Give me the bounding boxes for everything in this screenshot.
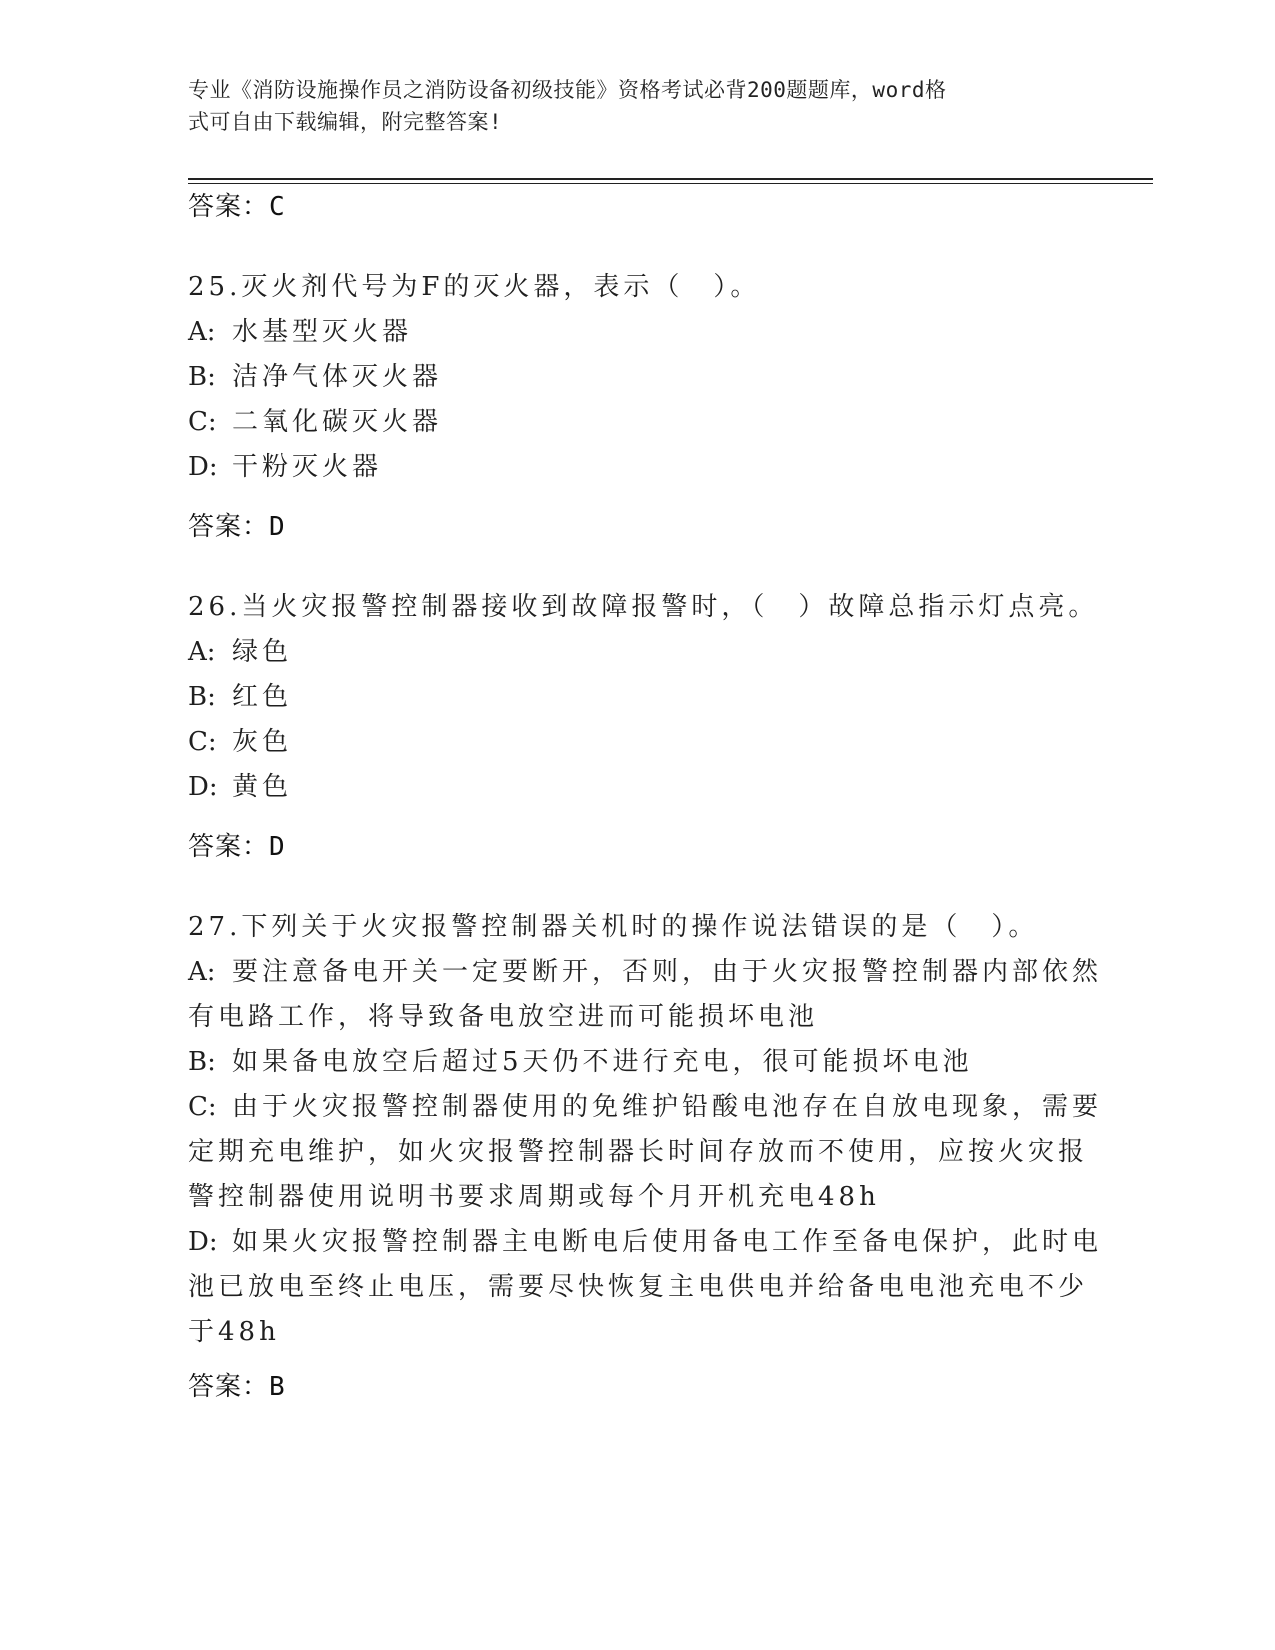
answer-25 (188, 506, 286, 543)
option-b: B: 红色 (188, 682, 293, 712)
answer-prev (188, 186, 286, 223)
answer-label: 答案： (188, 192, 270, 222)
document-header (188, 74, 1068, 138)
question-stem: 26.当火灾报警控制器接收到故障报警时，（ ）故障总指示灯点亮。 (188, 592, 1099, 622)
answer-26 (188, 826, 286, 863)
option-d-continued: 池已放电至终止电压，需要尽快恢复主电供电并给备电电池充电不少 (188, 1272, 1089, 1302)
option-b: B: 洁净气体灭火器 (188, 362, 443, 392)
option-b: B: 如果备电放空后超过5天仍不进行充电，很可能损坏电池 (188, 1047, 973, 1077)
option-c-continued: 定期充电维护，如火灾报警控制器长时间存放而不使用，应按火灾报 (188, 1137, 1089, 1167)
answer-value: C (269, 192, 286, 222)
option-c: C: 由于火灾报警控制器使用的免维护铅酸电池存在自放电现象，需要 (188, 1092, 1103, 1122)
question-25 (188, 265, 1088, 490)
option-a: A: 要注意备电开关一定要断开，否则，由于火灾报警控制器内部依然 (188, 957, 1103, 987)
option-d-continued: 于48h (188, 1317, 280, 1347)
option-c-continued: 警控制器使用说明书要求周期或每个月开机充电48h (188, 1182, 880, 1212)
header-line-1: 专业《消防设施操作员之消防设备初级技能》资格考试必背200题题库，word格 (188, 78, 947, 102)
answer-label: 答案： (188, 1372, 270, 1402)
answer-value: D (269, 832, 286, 862)
option-a: A: 水基型灭火器 (188, 317, 413, 347)
question-27 (188, 905, 1103, 1355)
header-rule-thick (188, 178, 1153, 180)
answer-label: 答案： (188, 832, 270, 862)
option-c: C: 灰色 (188, 727, 293, 757)
option-c: C: 二氧化碳灭火器 (188, 407, 443, 437)
question-stem: 25.灭火剂代号为F的灭火器，表示（ ）。 (188, 272, 761, 302)
option-d: D: 黄色 (188, 772, 293, 802)
option-d: D: 如果火灾报警控制器主电断电后使用备电工作至备电保护，此时电 (188, 1227, 1103, 1257)
option-a: A: 绿色 (188, 637, 293, 667)
answer-value: B (269, 1372, 286, 1402)
option-a-continued: 有电路工作，将导致备电放空进而可能损坏电池 (188, 1002, 819, 1032)
option-d: D: 干粉灭火器 (188, 452, 383, 482)
answer-27 (188, 1366, 286, 1403)
question-stem: 27.下列关于火灾报警控制器关机时的操作说法错误的是（ ）。 (188, 912, 1039, 942)
answer-value: D (269, 512, 286, 542)
answer-label: 答案： (188, 512, 270, 542)
question-26 (188, 585, 1099, 810)
header-rule-thin (188, 183, 1153, 184)
header-line-2: 式可自由下载编辑，附完整答案! (188, 110, 503, 134)
